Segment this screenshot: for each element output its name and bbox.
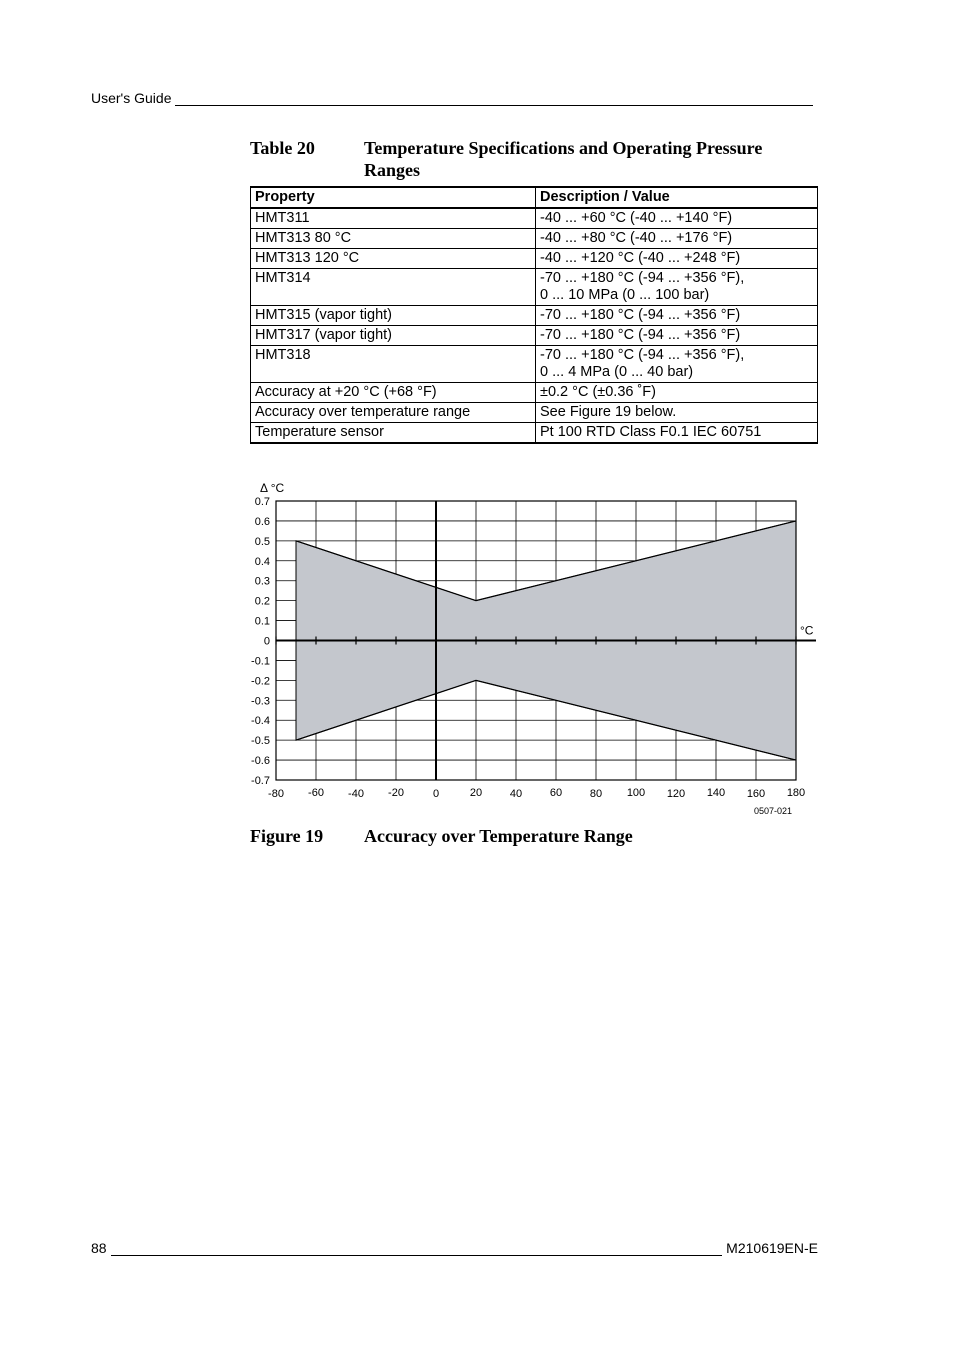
- document-id: M210619EN-E: [726, 1240, 818, 1256]
- value-cell: See Figure 19 below.: [536, 403, 818, 423]
- header-title: User's Guide: [91, 90, 172, 106]
- table-row: [251, 269, 818, 306]
- y-tick-label: -0.6: [251, 755, 270, 768]
- table-row: [251, 346, 818, 383]
- table-row: [251, 249, 818, 269]
- value-cell: -70 ... +180 °C (-94 ... +356 °F): [536, 326, 818, 346]
- footer-rule: [111, 1243, 723, 1256]
- value-cell: -70 ... +180 °C (-94 ... +356 °F): [536, 306, 818, 326]
- x-tick-label: -40: [348, 788, 364, 800]
- property-cell: Temperature sensor: [251, 423, 536, 444]
- figure-code: 0507-021: [753, 806, 792, 816]
- value-cell: -40 ... +80 °C (-40 ... +176 °F): [536, 229, 818, 249]
- specification-table: [250, 186, 818, 444]
- value-cell: -70 ... +180 °C (-94 ... +356 °F), 0 ... 4 MPa (0 ... 40 bar): [536, 346, 818, 383]
- page-footer: [91, 1240, 818, 1256]
- y-tick-label: 0.2: [254, 595, 270, 608]
- property-cell: HMT314: [251, 269, 536, 306]
- x-tick-label: 40: [509, 788, 523, 800]
- figure-caption-title: Accuracy over Temperature Range: [364, 826, 633, 846]
- x-tick-label: -60: [308, 787, 324, 799]
- property-cell: HMT317 (vapor tight): [251, 326, 536, 346]
- x-tick-label: -80: [268, 788, 284, 800]
- value-cell: -70 ... +180 °C (-94 ... +356 °F), 0 ... 10 MPa (0 ... 100 bar): [536, 269, 818, 306]
- accuracy-chart: [240, 478, 830, 823]
- table-row: [251, 403, 818, 423]
- property-cell: HMT313 120 °C: [251, 249, 536, 269]
- y-tick-label: 0.7: [254, 496, 270, 508]
- y-tick-label: -0.2: [251, 675, 270, 688]
- y-tick-label: 0.1: [254, 615, 270, 628]
- x-tick-label: 0: [432, 788, 440, 800]
- table-row: [251, 423, 818, 444]
- y-tick-label: -0.1: [251, 655, 270, 668]
- page-header: [91, 90, 813, 106]
- y-tick-label: 0.5: [254, 535, 270, 548]
- x-tick-label: 160: [746, 788, 766, 800]
- property-cell: Accuracy over temperature range: [251, 403, 536, 423]
- page-number: 88: [91, 1240, 107, 1256]
- value-cell: -40 ... +60 °C (-40 ... +140 °F): [536, 208, 818, 229]
- y-tick-label: 0.6: [254, 515, 270, 528]
- x-tick-label: 80: [589, 788, 603, 800]
- x-tick-label: 60: [549, 787, 563, 799]
- table-row: [251, 306, 818, 326]
- property-cell: HMT318: [251, 346, 536, 383]
- property-cell: HMT311: [251, 208, 536, 229]
- y-axis-label: Δ °C: [260, 481, 285, 495]
- x-tick-label: 100: [626, 787, 646, 799]
- property-cell: HMT313 80 °C: [251, 229, 536, 249]
- figure-caption-number: Figure 19: [250, 826, 324, 846]
- column-header: Description / Value: [536, 187, 818, 208]
- x-tick-label: -20: [388, 787, 404, 799]
- x-tick-label: 20: [469, 787, 483, 799]
- y-tick-label: 0: [263, 635, 270, 648]
- x-tick-label: 120: [666, 788, 686, 800]
- header-rule: [175, 93, 813, 106]
- table-row: [251, 383, 818, 403]
- value-cell: ±0.2 °C (±0.36 ˚F): [536, 383, 818, 403]
- value-cell: -40 ... +120 °C (-40 ... +248 °F): [536, 249, 818, 269]
- value-cell: Pt 100 RTD Class F0.1 IEC 60751: [536, 423, 818, 444]
- y-tick-label: -0.4: [251, 715, 270, 728]
- x-axis-label: °C: [800, 623, 814, 638]
- column-header: Property: [251, 187, 536, 208]
- x-tick-label: 140: [706, 787, 726, 799]
- table-caption-number: Table 20: [250, 138, 315, 158]
- y-tick-label: 0.4: [254, 555, 270, 568]
- x-tick-label: 180: [786, 787, 806, 799]
- y-tick-label: 0.3: [254, 575, 270, 588]
- y-tick-label: -0.3: [251, 695, 270, 708]
- property-cell: Accuracy at +20 °C (+68 °F): [251, 383, 536, 403]
- y-tick-label: -0.7: [251, 775, 270, 787]
- property-cell: HMT315 (vapor tight): [251, 306, 536, 326]
- table-row: [251, 229, 818, 249]
- table-header-row: [251, 187, 818, 208]
- table-caption-title: Temperature Specifications and Operating Pressure Ranges: [364, 138, 763, 180]
- table-row: [251, 208, 818, 229]
- y-tick-label: -0.5: [251, 735, 270, 748]
- table-row: [251, 326, 818, 346]
